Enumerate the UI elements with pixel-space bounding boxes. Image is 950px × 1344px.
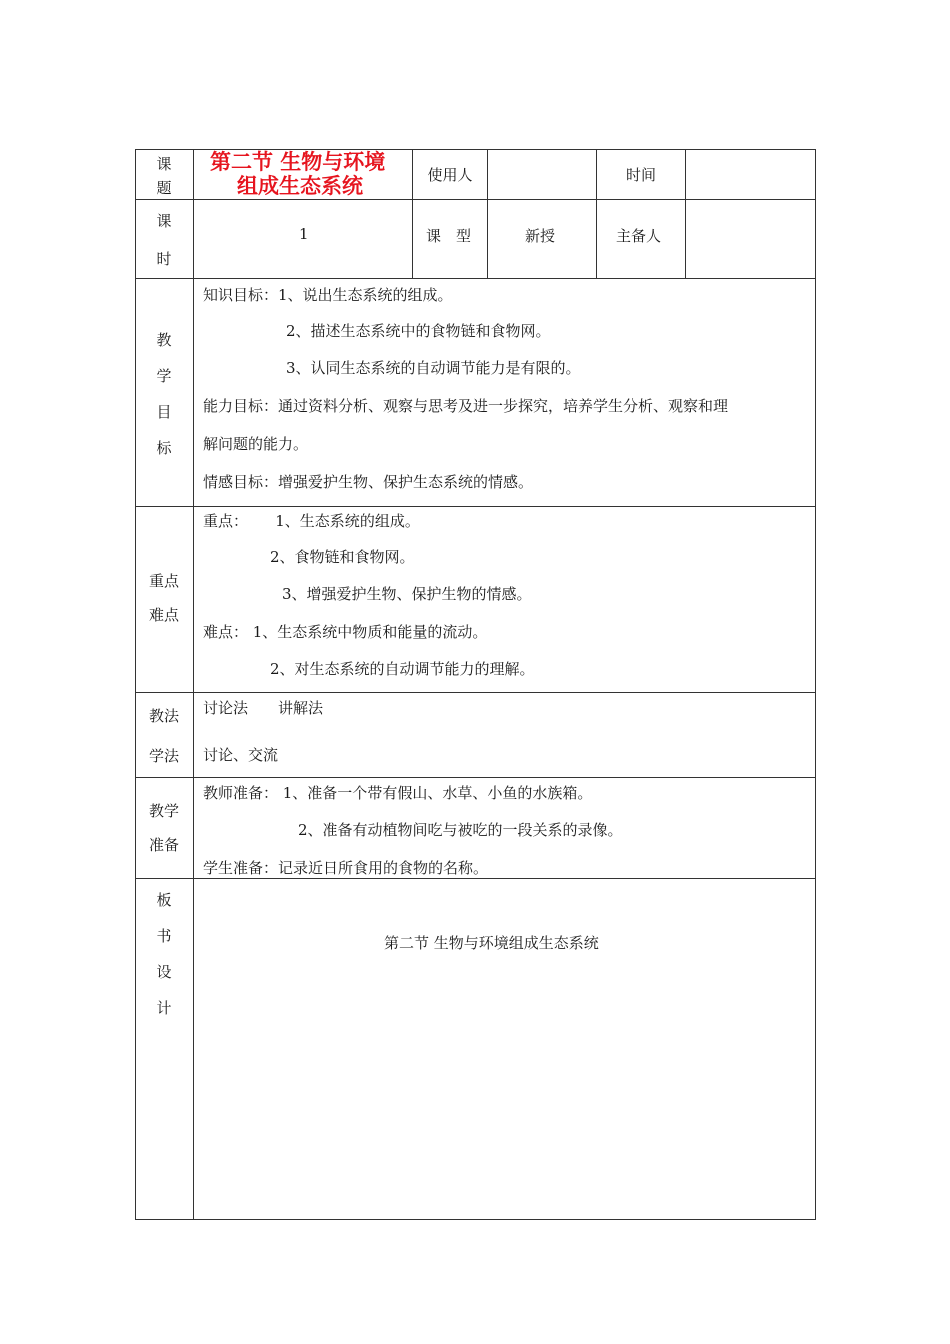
type-value: 新授 [525, 227, 556, 245]
preparation-line: 教师准备： 1、准备一个带有假山、水草、小鱼的水族箱。 [203, 784, 593, 802]
board-label-char: 板 [156, 891, 172, 909]
preparation-label [135, 794, 193, 862]
row-divider [135, 199, 816, 200]
row-divider [135, 278, 816, 279]
objectives-label-char: 目 [156, 403, 172, 421]
user-value [488, 150, 596, 199]
table-border-right [815, 149, 816, 1220]
topic-label-line2: 题 [156, 179, 172, 197]
methods-line: 讨论法 讲解法 [203, 699, 324, 717]
period-value: 1 [299, 225, 309, 243]
objective-line: 能力目标：通过资料分析、观察与思考及进一步探究，培养学生分析、观察和理 [203, 397, 729, 415]
methods-label-line1: 教法 [148, 707, 179, 725]
type-label: 课 型 [426, 227, 472, 245]
preparation-label-line2: 准备 [148, 836, 179, 854]
objectives-label-char: 学 [156, 367, 172, 385]
table-border-left [135, 149, 136, 1220]
row-divider [135, 777, 816, 778]
keypoint-line: 3、增强爱护生物、保护生物的情感。 [282, 585, 532, 603]
objectives-label-char: 标 [156, 439, 172, 457]
time-label: 时间 [625, 166, 656, 184]
keypoint-line: 2、食物链和食物网。 [270, 548, 415, 566]
row-divider [135, 692, 816, 693]
objective-line: 情感目标：增强爱护生物、保护生态系统的情感。 [203, 473, 534, 491]
board-label-char: 设 [156, 963, 172, 981]
keypoints-label [135, 564, 193, 632]
objective-line: 知识目标：1、说出生态系统的组成。 [203, 286, 453, 304]
preparer-label: 主备人 [616, 227, 662, 245]
row-divider [135, 506, 816, 507]
board-label-char: 计 [156, 999, 172, 1017]
methods-label-line2: 学法 [148, 747, 179, 765]
objective-line: 2、描述生态系统中的食物链和食物网。 [286, 322, 551, 340]
keypoints-label-line2: 难点 [148, 606, 179, 624]
period-label-line2: 时 [156, 250, 172, 268]
period-label-line1: 课 [156, 212, 172, 230]
table-border-bottom [135, 1219, 816, 1220]
keypoint-line: 2、对生态系统的自动调节能力的理解。 [270, 660, 535, 678]
keypoint-line: 难点： 1、生态系统中物质和能量的流动。 [203, 623, 488, 641]
keypoints-label-line1: 重点 [148, 572, 179, 590]
topic-label [135, 152, 193, 200]
methods-line: 讨论、交流 [203, 746, 279, 764]
topic-label-line1: 课 [156, 155, 172, 173]
objective-line: 解问题的能力。 [203, 435, 309, 453]
board-label-char: 书 [156, 927, 172, 945]
row-divider [135, 878, 816, 879]
objectives-label-char: 教 [156, 331, 172, 349]
user-label: 使用人 [427, 166, 473, 184]
preparation-line: 学生准备：记录近日所食用的食物的名称。 [203, 859, 489, 877]
board-label [135, 882, 193, 1026]
lesson-title-line1: 第二节 生物与环境 [210, 150, 386, 174]
objective-line: 3、认同生态系统的自动调节能力是有限的。 [286, 359, 581, 377]
board-heading: 第二节 生物与环境组成生态系统 [384, 934, 599, 952]
time-value [686, 150, 815, 199]
objectives-label [135, 322, 193, 466]
keypoint-line: 重点： 1、生态系统的组成。 [203, 512, 420, 530]
methods-label [135, 696, 193, 776]
preparation-label-line1: 教学 [148, 802, 179, 820]
preparation-line: 2、准备有动植物间吃与被吃的一段关系的录像。 [298, 821, 623, 839]
lesson-title-line2: 组成生态系统 [237, 174, 363, 198]
period-label [135, 202, 193, 278]
column-divider [193, 149, 194, 1220]
